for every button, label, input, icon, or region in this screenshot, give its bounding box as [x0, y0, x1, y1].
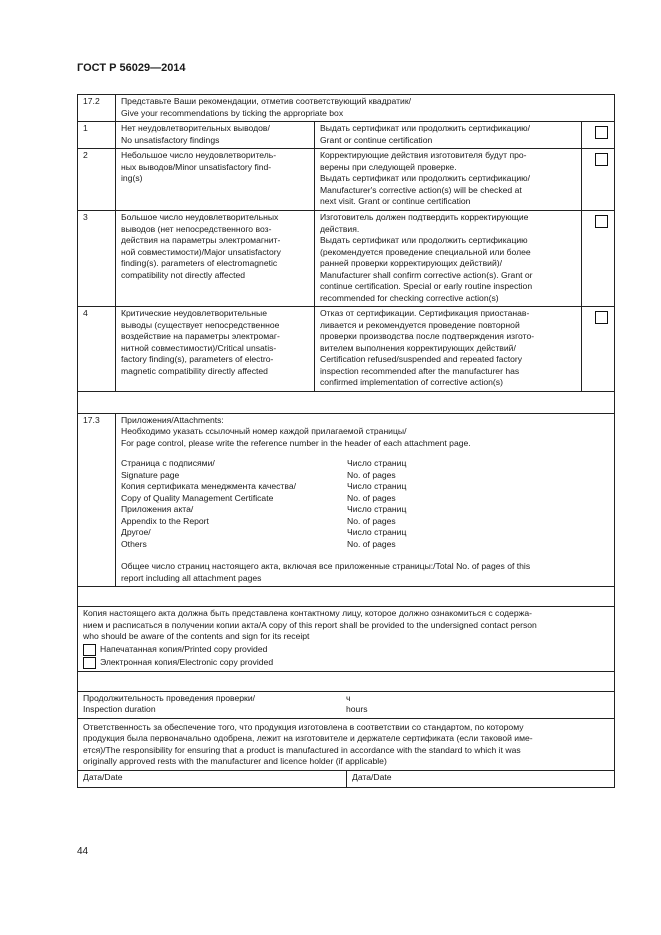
recommendation-row: 4 Критические неудовлетворительные выводы (существует непосредственное воздействие на параметры электромаг- нитной совместимости)/Critical unsatis- factory finding(s), parameters of electro- magnetic compatibility directly affected Отказ от сертификации. Сертификация приостанав- ливается и рекомендуется проведение повторной проверки производства после подтверждения изгото- вителем выполнения корректирующих действий/ Certification refused/suspended and repeated factory inspection recommended after the manufacturer has confirmed implementation of corrective action(s) [78, 307, 615, 392]
date-field-right[interactable]: Дата/Date [347, 770, 615, 787]
recommendation-row: 1 Нет неудовлетворительных выводов/ No unsatisfactory findings Выдать сертификат или продолжить сертификацию/ Grant or continue certification [78, 122, 615, 149]
date-row [78, 770, 615, 787]
finding-cell: Большое число неудовлетворительных выводов (нет непосредственного воз- действия на параметры электромагнит- ной совместимости)/Major unsatisfactory finding(s). parameters of electromagnetic compatibility not directly affected [116, 211, 315, 307]
attachment-page-list: Страница с подписями/ Signature page Копия сертификата менеджмента качества/ Copy of Quality Management Certificate Приложения акта/ Appendix to the Report Другое/ Others Число страниц No. of pages Число страниц No. of pages Число страниц No. of pages Число страниц No. of pages [121, 458, 407, 549]
section-number: 17.3 [78, 413, 116, 587]
copy-distribution-row: Копия настоящего акта должна быть представлена контактному лицу, которое должно ознакомиться с содержа- нием и расписаться в получении копии акта/A copy of this report shall be provided to the undersigned contact person who should be aware of the contents and sign for its receipt Напечатанная копия/Printed copy provided Электронная копия/Electronic copy provided [78, 607, 615, 672]
section-17-2-header [78, 95, 615, 122]
electronic-copy-option[interactable]: Электронная копия/Electronic copy provided [83, 657, 609, 669]
action-cell: Корректирующие действия изготовителя будут про- верены при следующей проверке. Выдать сертификат или продолжить сертификацию/ Manufacturer's corrective action(s) will be checked at next visit. Grant or continue certification [315, 149, 582, 211]
action-cell: Изготовитель должен подтвердить корректирующие действия. Выдать сертификат или продолжить сертификацию (рекомендуется проведение специальной или более ранней проверки корректирующих действий)/ Manufacturer shall confirm corrective action(s). Grant or continue certification. Special or early routine inspection recommended for checking corrective action(s) [315, 211, 582, 307]
spacer-row [78, 391, 615, 413]
section-17-2-title: Представьте Ваши рекомендации, отметив соответствующий квадратик/ Give your recommendations by ticking the appropriate box [116, 95, 615, 122]
finding-cell: Нет неудовлетворительных выводов/ No unsatisfactory findings [116, 122, 315, 149]
action-cell: Отказ от сертификации. Сертификация приостанав- ливается и рекомендуется проведение повторной проверки производства после подтверждения изгото- вителем выполнения корректирующих действий/ Certification refused/suspended and repeated factory inspection recommended after the manufacturer has confirmed implementation of corrective action(s) [315, 307, 582, 392]
printed-copy-checkbox[interactable] [83, 644, 96, 656]
page-number: 44 [77, 846, 89, 857]
spacer-row [78, 587, 615, 607]
attachments-cell: Приложения/Attachments: Необходимо указать ссылочный номер каждой прилагаемой страницы/ For page control, please write the reference number in the header of each attachment page. Страница с подписями/ Signature page Копия сертификата менеджмента качества/ Copy of Quality Management Certificate Приложения акта/ Appendix to the Report Другое/ Others Число страниц No. of pages Число страниц No. of pages Число страниц No. of pages Число страниц No. of pages Общее число страниц настоящего акта, включая все приложенные страницы:/Total No. of pages of this report including all attachment pages [116, 413, 615, 587]
report-form-table [77, 94, 615, 788]
recommendation-checkbox[interactable] [595, 126, 608, 139]
printed-copy-option[interactable]: Напечатанная копия/Printed copy provided [83, 644, 609, 656]
date-field-left[interactable]: Дата/Date [78, 770, 347, 787]
responsibility-row: Ответственность за обеспечение того, что продукция изготовлена в соответствии со стандартом, по которому продукция была первоначально одобрена, лежит на изготовителе и держателе сертификата (если таковой име- ется)/The responsibility for ensuring that a product is manufactured in accordance with the standard to which it was originally approved rests with the manufacturer and licence holder (if applicable) [78, 718, 615, 770]
recommendation-row: 3 Большое число неудовлетворительных выводов (нет непосредственного воз- действия на параметры электромагнит- ной совместимости)/Major unsatisfactory finding(s). parameters of electromagnetic compatibility not directly affected Изготовитель должен подтвердить корректирующие действия. Выдать сертификат или продолжить сертификацию (рекомендуется проведение специальной или более ранней проверки корректирующих действий)/ Manufacturer shall confirm corrective action(s). Grant or continue certification. Special or early routine inspection recommended for checking corrective action(s) [78, 211, 615, 307]
recommendation-checkbox[interactable] [595, 215, 608, 228]
document-header: ГОСТ Р 56029—2014 [77, 62, 186, 74]
inspection-duration-row: Продолжительность проведения проверки/ Inspection duration ч hours [78, 691, 615, 718]
section-number: 17.2 [78, 95, 116, 122]
finding-cell: Небольшое число неудовлетворитель- ных выводов/Minor unsatisfactory find- ing(s) [116, 149, 315, 211]
action-cell: Выдать сертификат или продолжить сертификацию/ Grant or continue certification [315, 122, 582, 149]
recommendation-row: 2 Небольшое число неудовлетворитель- ных выводов/Minor unsatisfactory find- ing(s) Корректирующие действия изготовителя будут про- верены при следующей проверке. Выдать сертификат или продолжить сертификацию/ Manufacturer's corrective action(s) will be checked at next visit. Grant or continue certification [78, 149, 615, 211]
section-17-3 [78, 413, 615, 587]
electronic-copy-checkbox[interactable] [83, 657, 96, 669]
recommendation-checkbox[interactable] [595, 153, 608, 166]
recommendation-checkbox[interactable] [595, 311, 608, 324]
finding-cell: Критические неудовлетворительные выводы (существует непосредственное воздействие на параметры электромаг- нитной совместимости)/Critical unsatis- factory finding(s), parameters of electro- magnetic compatibility directly affected [116, 307, 315, 392]
total-pages-text: Общее число страниц настоящего акта, включая все приложенные страницы:/Total No. of pages of this [121, 561, 531, 571]
spacer-row [78, 671, 615, 691]
